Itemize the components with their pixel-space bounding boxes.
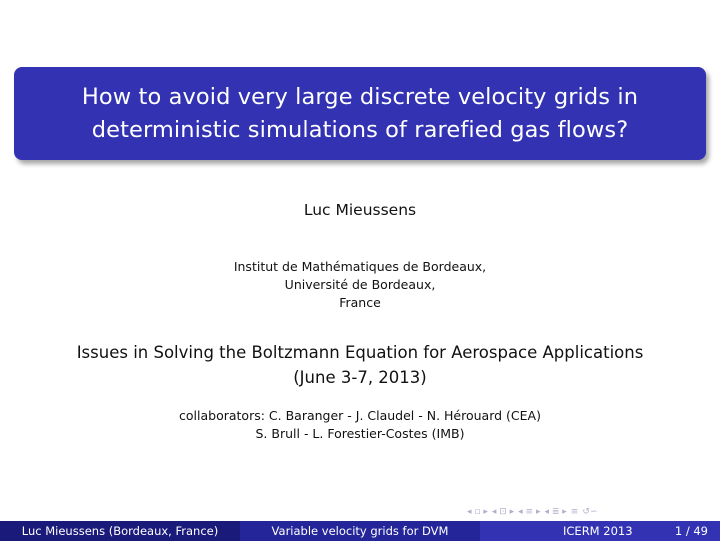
title-box: [14, 67, 706, 160]
event-line-1: Issues in Solving the Boltzmann Equation for Aerospace Applications: [76, 343, 644, 362]
collaborators: [0, 407, 720, 443]
footer-page-number: 1 / 49: [674, 524, 708, 538]
footer-right: [480, 521, 720, 541]
footer-author: Luc Mieussens (Bordeaux, France): [0, 521, 240, 541]
title-line-1: How to avoid very large discrete velocity grids in: [81, 83, 639, 110]
nav-search-icon[interactable]: ↺∽: [582, 507, 598, 517]
slide-title: [60, 81, 660, 147]
event: [0, 340, 720, 390]
nav-subsection-icon[interactable]: ◂ ≡ ▸: [518, 507, 541, 517]
institute-line-2: Université de Bordeaux,: [284, 277, 436, 292]
event-line-2: (June 3-7, 2013): [293, 368, 427, 387]
footer-conference: ICERM 2013: [563, 524, 633, 538]
beamer-navigation: [467, 506, 597, 518]
nav-align-icon[interactable]: ≡: [570, 507, 579, 517]
footer-short-title: Variable velocity grids for DVM: [240, 521, 480, 541]
institute: [0, 258, 720, 312]
collaborators-line-1: collaborators: C. Baranger - J. Claudel - N. Hérouard (CEA): [179, 408, 541, 423]
institute-line-3: France: [339, 295, 381, 310]
footer: [0, 521, 720, 541]
author-name: Luc Mieussens: [303, 201, 417, 219]
nav-first-icon[interactable]: ◂ ▫ ▸: [467, 507, 488, 517]
collaborators-line-2: S. Brull - L. Forestier-Costes (IMB): [255, 426, 465, 441]
nav-section-icon[interactable]: ◂ ≣ ▸: [544, 507, 567, 517]
nav-frame-icon[interactable]: ◂ ⊡ ▸: [491, 507, 515, 517]
title-line-2: deterministic simulations of rarefied gas flows?: [91, 116, 629, 143]
institute-line-1: Institut de Mathématiques de Bordeaux,: [233, 259, 487, 274]
